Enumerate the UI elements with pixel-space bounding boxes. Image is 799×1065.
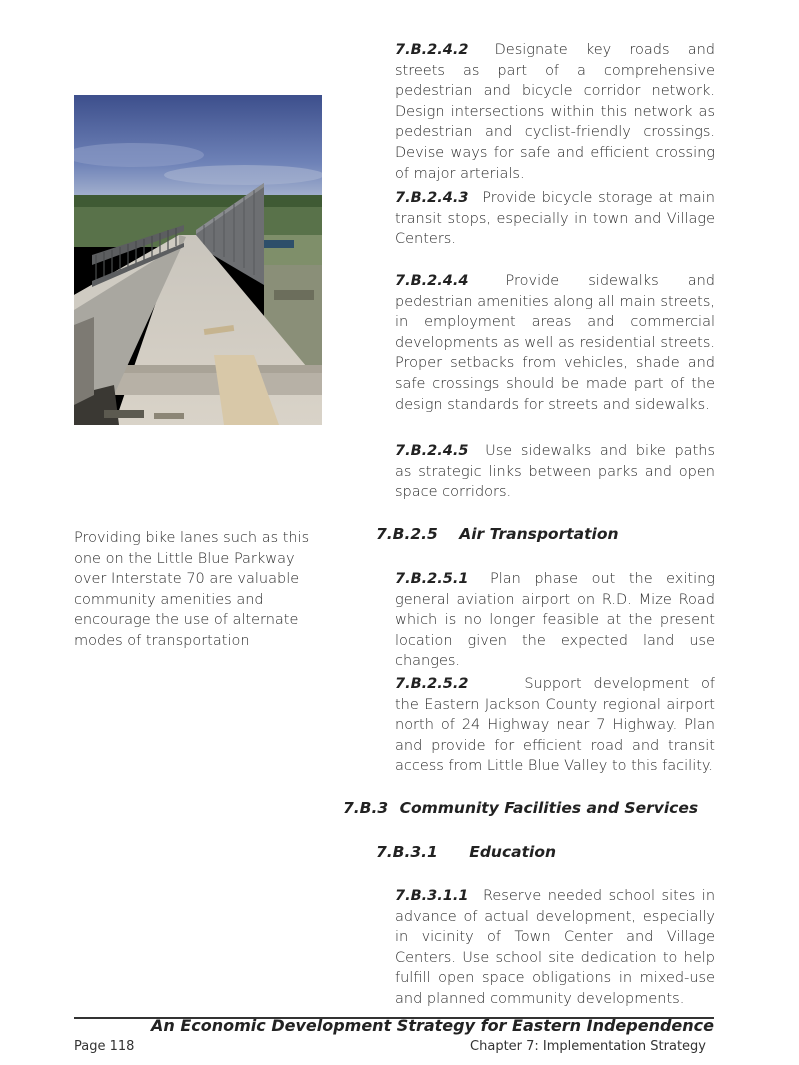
section-number: 7.B.3.1.1 (395, 888, 469, 904)
heading-7b25 (376, 525, 619, 543)
section-number: 7.B.2.5.1 (395, 571, 469, 587)
section-text: Reserve needed school sites in advance of actual development, especially in vicinity of Town Center and Village Centers. Use school site dedication to help fulfill open space obligations in mixed-use and planned community developments. (395, 888, 716, 1007)
section-number: 7.B.2.4.4 (395, 273, 469, 289)
heading-number: 7.B.2.5 (376, 525, 438, 543)
photo-caption: Providing bike lanes such as this one on the Little Blue Parkway over Interstate 70 are valuable community amenities and encourage the use of alternate modes of transportation (74, 530, 310, 649)
chapter-label: Chapter 7: Implementation Strategy (470, 1039, 706, 1054)
section-7b245 (395, 441, 715, 503)
heading-7b31 (376, 843, 556, 861)
section-number: 7.B.2.5.2 (395, 676, 469, 692)
heading-title: Community Facilities and Services (399, 799, 699, 817)
section-text: Plan phase out the exiting general aviation airport on R.D. Mize Road which is no longer feasible at the present location given the expected land use changes. (395, 571, 716, 670)
section-number: 7.B.2.4.3 (395, 190, 469, 206)
section-text: Provide sidewalks and pedestrian amenities along all main streets, in employment areas and commercial developments as well as residential streets. Proper setbacks from vehicles, shade and safe crossings should be made part of the design standards for streets and sidewalks. (395, 273, 715, 413)
section-7b243 (395, 188, 715, 250)
section-7b242 (395, 40, 715, 184)
page-number: Page 118 (74, 1039, 135, 1054)
section-7b311 (395, 886, 715, 1010)
heading-7b3 (343, 799, 698, 817)
section-text: Support development of the Eastern Jackson County regional airport north of 24 Highway near 7 Highway. Plan and provide for efficient road and transit access from Little Blue Valley to this facility. (395, 676, 716, 775)
heading-number: 7.B.3.1 (376, 843, 438, 861)
bridge-bike-lane-photo (74, 95, 322, 425)
section-text: Provide bicycle storage at main transit stops, especially in town and Village Centers. (395, 190, 716, 248)
section-7b244 (395, 271, 715, 415)
section-7b252 (395, 674, 715, 777)
section-number: 7.B.2.4.2 (395, 42, 469, 58)
section-number: 7.B.2.4.5 (395, 443, 469, 459)
section-text: Use sidewalks and bike paths as strategic links between parks and open space corridors. (395, 443, 715, 501)
heading-number: 7.B.3 (343, 799, 389, 817)
heading-title: Air Transportation (459, 525, 619, 543)
section-7b251 (395, 569, 715, 672)
section-text: Designate key roads and streets as part of a comprehensive pedestrian and bicycle corridor network. Design intersections within this network as pedestrian and cyclist-friendly crossings. Devise ways for safe and efficient crossing of major arterials. (395, 42, 716, 182)
heading-title: Education (469, 843, 557, 861)
footer-title: An Economic Development Strategy for Eastern Independence (150, 1016, 714, 1035)
